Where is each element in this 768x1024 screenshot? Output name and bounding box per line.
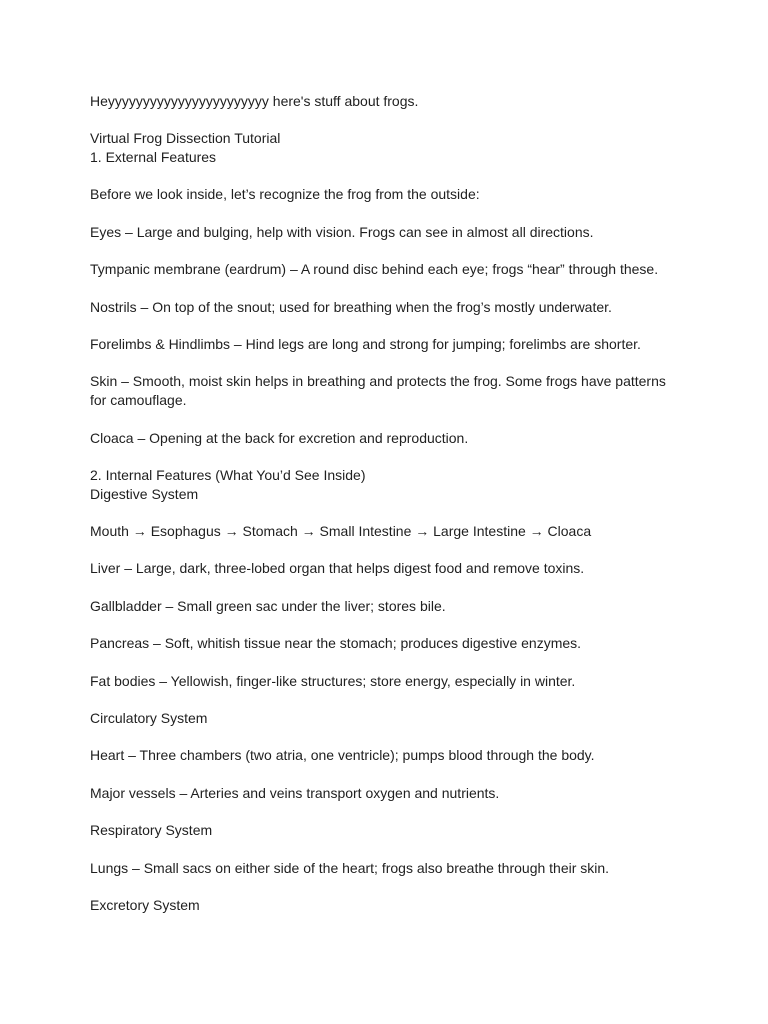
paragraph-liver: Liver – Large, dark, three-lobed organ that helps digest food and remove toxins. [90,560,585,577]
paragraph-digestive-path: Mouth → Esophagus → Stomach → Small Intestine → Large Intestine → Cloaca [90,523,592,540]
subheading-excretory: Excretory System [90,896,200,913]
section-heading-external: 1. External Features [90,149,217,166]
document-title: Virtual Frog Dissection Tutorial [90,130,281,147]
document-body [90,92,680,933]
paragraph-pancreas: Pancreas – Soft, whitish tissue near the stomach; produces digestive enzymes. [90,635,582,652]
subheading-circulatory: Circulatory System [90,709,208,726]
external-lead: Before we look inside, let’s recognize the frog from the outside: [90,186,480,203]
paragraph-gallbladder: Gallbladder – Small green sac under the liver; stores bile. [90,597,446,614]
paragraph-heart: Heart – Three chambers (two atria, one ventricle); pumps blood through the body. [90,747,595,764]
paragraph-cloaca: Cloaca – Opening at the back for excretion and reproduction. [90,429,469,446]
paragraph-fat-bodies: Fat bodies – Yellowish, finger-like structures; store energy, especially in winter. [90,672,576,689]
paragraph-nostrils: Nostrils – On top of the snout; used for breathing when the frog’s mostly underwater. [90,298,612,315]
subheading-respiratory: Respiratory System [90,822,213,839]
subheading-digestive: Digestive System [90,485,199,502]
paragraph-eyes: Eyes – Large and bulging, help with vision. Frogs can see in almost all directions. [90,223,594,240]
section-heading-internal: 2. Internal Features (What You’d See Inside) [90,466,366,483]
paragraph-major-vessels: Major vessels – Arteries and veins transport oxygen and nutrients. [90,784,500,801]
paragraph-tympanic-membrane: Tympanic membrane (eardrum) – A round disc behind each eye; frogs “hear” through these. [90,261,659,278]
paragraph-skin: Skin – Smooth, moist skin helps in breathing and protects the frog. Some frogs have patterns for camouflage. [90,373,666,409]
paragraph-lungs: Lungs – Small sacs on either side of the heart; frogs also breathe through their skin. [90,859,610,876]
paragraph-limbs: Forelimbs & Hindlimbs – Hind legs are long and strong for jumping; forelimbs are shorter. [90,336,641,353]
intro-text: Heyyyyyyyyyyyyyyyyyyyyyyy here's stuff about frogs. [90,93,419,109]
